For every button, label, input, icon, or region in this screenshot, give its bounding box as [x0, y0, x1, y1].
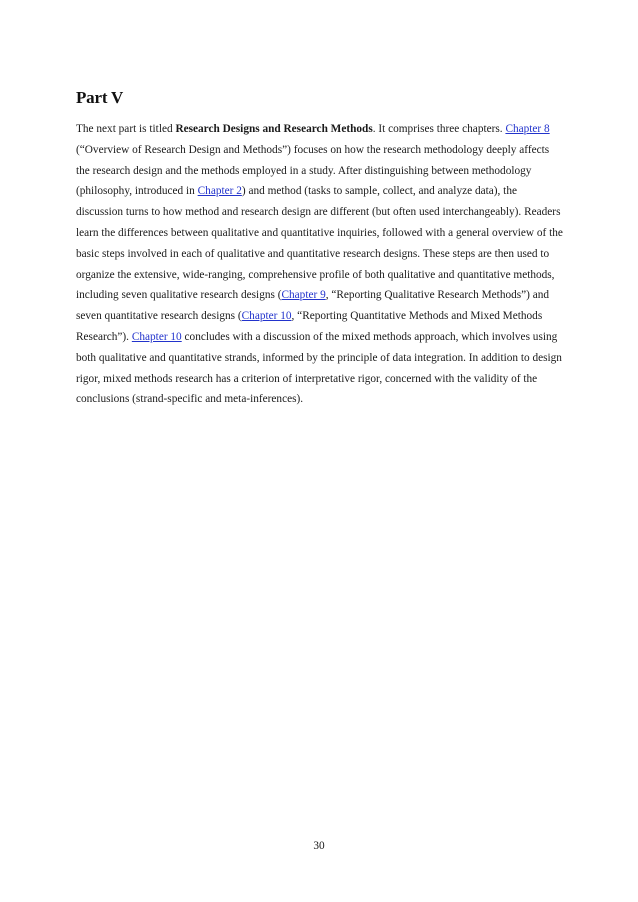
bold-part-title: Research Designs and Research Methods [175, 123, 373, 135]
chapter-8-link[interactable]: Chapter 8 [505, 123, 550, 135]
paragraph-text: . It comprises three chapters. [372, 123, 506, 135]
chapter-10-link[interactable]: Chapter 10 [241, 310, 292, 323]
body-paragraph [76, 119, 564, 410]
chapter-9-link[interactable]: Chapter 9 [281, 289, 326, 302]
paragraph-text: (“Overview of Research Design and Methods”) focuses on how the research methodology deeply affects the research design and the methods employed in a study. After distinguishing between methodology (philosophy, introduced in [76, 143, 550, 198]
paragraph-text: ) and method (tasks to sample, collect, and analyze data), the discussion turns to how method and research design are different (but often used interchangeably). Readers learn the differences between qualitative and quantitative inquiries, followed with a general overview of the basic steps involved in each of qualitative and quantitative research designs. These steps are then used to organize the extensive, wide-ranging, comprehensive profile of both qualitative and quantitative methods, including seven qualitative research designs ( [76, 185, 563, 302]
paragraph-text: The next part is titled [76, 123, 176, 135]
chapter-10-link[interactable]: Chapter 10 [131, 330, 182, 343]
part-heading: Part V [76, 88, 124, 107]
chapter-2-link[interactable]: Chapter 2 [197, 185, 242, 198]
paragraph-text: , “Reporting Qualitative Research Methods”) and seven quantitative research designs ( [76, 289, 550, 323]
paragraph-text: concludes with a discussion of the mixed methods approach, which involves using both qualitative and quantitative strands, informed by the principle of data integration. In addition to design rigor, mixed methods research has a criterion of interpretative rigor, concerned with the validity of the conclusions (strand-specific and meta-inferences). [76, 330, 562, 406]
paragraph-text: , “Reporting Quantitative Methods and Mixed Methods Research”). [76, 310, 543, 343]
page-number: 30 [313, 840, 325, 852]
